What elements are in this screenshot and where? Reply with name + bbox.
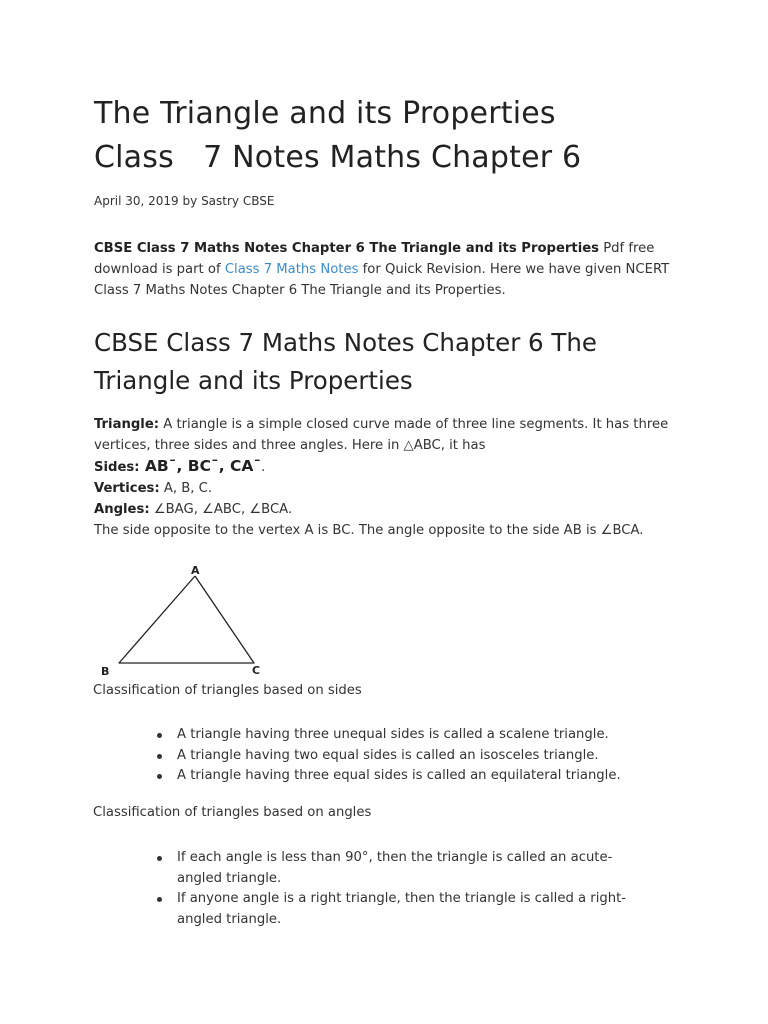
triangle-text: A triangle is a simple closed curve made of three line segments. It has three vertices, three sides and three angles. Here in △ABC, it has (94, 417, 669, 453)
vertices-label: Vertices: (94, 481, 160, 496)
intro-text-1: Pdf free download is part of (94, 241, 655, 277)
article-title-line-1: The Triangle and its Properties (94, 96, 556, 131)
sides-label: Sides: (94, 460, 140, 475)
vertex-b-label: B (101, 665, 110, 678)
angles-classification-list (155, 848, 655, 930)
opposite-text: The side opposite to the vertex A is BC. The angle opposite to the side AB is ∠BCA. (94, 523, 644, 538)
intro-bold-text: CBSE Class 7 Maths Notes Chapter 6 The Triangle and its Properties (94, 241, 600, 256)
post-author[interactable]: Sastry CBSE (201, 194, 275, 208)
section-heading (94, 324, 714, 400)
post-date[interactable]: April 30, 2019 (94, 194, 179, 208)
post-by: by (182, 194, 198, 208)
triangle-label: Triangle: (94, 417, 160, 432)
definitions-block (94, 414, 694, 541)
list-item: A triangle having three equal sides is called an equilateral triangle. (155, 766, 675, 787)
section-heading-line-2: Triangle and its Properties (94, 366, 413, 395)
article-title (94, 92, 734, 180)
triangle-definition (94, 414, 694, 456)
sides-value: AB¯, BC¯, CA¯ (139, 457, 262, 475)
sides-classification-list (155, 725, 675, 787)
list-item: A triangle having two equal sides is called an isosceles triangle. (155, 746, 675, 767)
sides-end: . (261, 460, 266, 475)
post-meta (94, 194, 274, 208)
sides-classification-label: Classification of triangles based on sides (93, 683, 362, 698)
vertex-a-label: A (191, 564, 200, 577)
vertices-value: A, B, C. (159, 481, 213, 496)
angles-classification-label: Classification of triangles based on angles (93, 805, 372, 820)
triangle-outline (119, 576, 254, 663)
intro-text-2: for Quick Revision. Here we have given NCERT Class 7 Maths Notes Chapter 6 The Triangle and its Properties. (94, 262, 670, 298)
vertices-definition (94, 478, 694, 499)
angles-label: Angles: (94, 502, 150, 517)
class-7-maths-notes-link[interactable]: Class 7 Maths Notes (224, 262, 359, 277)
intro-paragraph (94, 238, 694, 301)
angles-value: ∠BAG, ∠ABC, ∠BCA. (149, 502, 293, 517)
article-title-line-2: Class 7 Notes Maths Chapter 6 (94, 140, 582, 175)
vertex-c-label: C (252, 664, 261, 677)
list-item: If each angle is less than 90°, then the triangle is called an acute-angled triangle. (155, 848, 655, 889)
list-item: A triangle having three unequal sides is called a scalene triangle. (155, 725, 675, 746)
angles-definition (94, 499, 694, 520)
list-item: If anyone angle is a right triangle, then the triangle is called a right-angled triangle. (155, 889, 655, 930)
triangle-figure (94, 560, 274, 680)
section-heading-line-1: CBSE Class 7 Maths Notes Chapter 6 The (94, 328, 597, 357)
sides-definition (94, 456, 694, 478)
